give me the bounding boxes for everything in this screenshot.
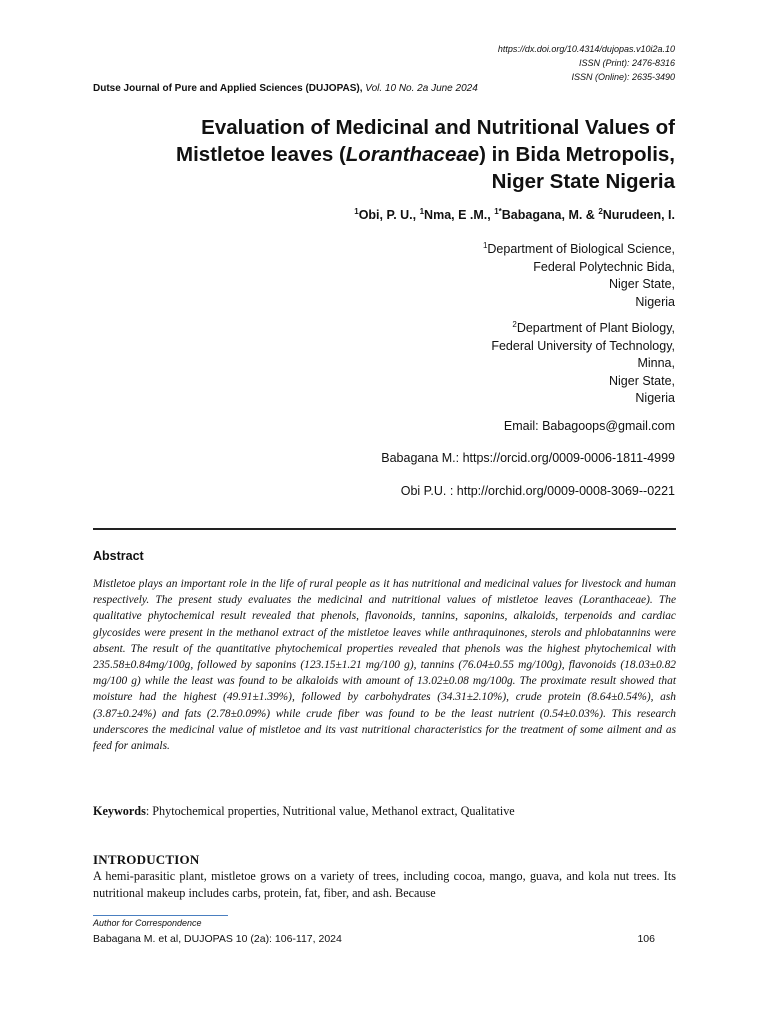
affiliation-1-line-1 <box>483 241 675 259</box>
author-3-sup: 1* <box>494 206 502 216</box>
title-line-3: Niger State Nigeria <box>491 170 675 193</box>
title-line-2-post: ) in Bida Metropolis, <box>479 143 675 166</box>
affiliation-2-line-4: Niger State, <box>608 373 675 388</box>
title-line-2-pre: Mistletoe leaves ( <box>176 143 346 166</box>
author-4: Nurudeen, I. <box>602 208 675 222</box>
affiliation-1-line-2: Federal Polytechnic Bida, <box>533 259 675 274</box>
introduction-text: A hemi-parasitic plant, mistletoe grows on a variety of trees, including cocoa, mango, guava, and kola nut trees. Its nutritional makeup includes carbs, protein, fat, fiber, and ash. Because <box>93 869 676 900</box>
section-divider <box>93 528 676 530</box>
title-line-1: Evaluation of Medicinal and Nutritional Values of <box>201 116 675 139</box>
doi-link[interactable]: https://dx.doi.org/10.4314/dujopas.v10i2a.10 <box>497 44 675 54</box>
journal-citation-line <box>93 83 478 94</box>
author-4-sup: 2 <box>598 206 603 216</box>
issn-online: ISSN (Online): 2635-3490 <box>571 72 675 82</box>
paper-title <box>115 114 675 195</box>
keywords-list: : Phytochemical properties, Nutritional value, Methanol extract, Qualitative <box>145 804 515 818</box>
affiliation-1-sup: 1 <box>482 240 488 250</box>
affiliation-2-sup: 2 <box>512 319 517 329</box>
author-2: Nma, E .M., <box>424 208 495 222</box>
issn-print: ISSN (Print): 2476-8316 <box>578 58 675 68</box>
affiliation-2-line-3: Minna, <box>637 356 675 370</box>
affiliation-1-dept: Department of Biological Science, <box>487 242 675 256</box>
footer-citation: Babagana M. et al, DUJOPAS 10 (2a): 106-117, 2024 <box>93 933 342 945</box>
affiliation-1 <box>483 241 675 311</box>
abstract-text: Mistletoe plays an important role in the life of rural people as it has nutritional and medicinal values for livestock and human respectively. The present study evaluates the medicinal and nutritional values of mistletoe leaves (Loranthaceae). The qualitative phytochemical result revealed that phenols, flavonoids, tannins, saponins, alkaloids, terpenoids and cardiac glycosides were present in the methanol extract of the mistletoe leaves while anthraquinones, sterols and phlobatannins were absent. The result of the quantitative phytochemical properties revealed that phenols was the highest phytochemical with 235.58±0.84mg/100g, followed by saponins (123.15±1.21 mg/100 g), tannins (76.04±0.55 mg/100g), flavonoids (18.03±0.82 mg/100 g) while the least was found to be alkaloids with amount of 13.02±0.08 mg/100g. The proximate result showed that moisture had the highest (49.91±1.39%), followed by carbohydrates (34.31±2.10%), crude protein (8.64±0.54%), ash (3.87±0.24%) and fats (2.78±0.09%) while crude fiber was found to be the least nutrient (0.54±0.03%). This research underscores the medicinal value of mistletoe and its vast nutritional characteristics for the treatment of some ailment and as feed for animals. <box>93 578 676 753</box>
journal-name: Dutse Journal of Pure and Applied Sciences (DUJOPAS), <box>93 83 363 94</box>
author-1-sup: 1 <box>354 206 359 216</box>
page-number: 106 <box>637 933 655 945</box>
affiliation-2-line-1 <box>491 320 675 338</box>
orcid-link-babagana[interactable]: Babagana M.: https://orcid.org/0009-0006-1811-4999 <box>381 451 675 465</box>
journal-volume: Vol. 10 No. 2a June 2024 <box>365 83 478 94</box>
keywords-line <box>93 804 515 819</box>
affiliation-2 <box>491 320 675 408</box>
title-species-name: Loranthaceae <box>345 143 480 166</box>
orcid-link-obi[interactable]: Obi P.U. : http://orchid.org/0009-0008-3069--0221 <box>400 484 675 498</box>
title-line-2 <box>115 141 675 168</box>
footnote-divider <box>93 915 228 916</box>
keywords-label: Keywords <box>93 804 146 818</box>
affiliation-1-line-3: Niger State, <box>608 277 675 291</box>
author-3: Babagana, M. & <box>501 208 599 222</box>
affiliation-2-line-5: Nigeria <box>635 391 675 405</box>
author-2-sup: 1 <box>419 206 425 216</box>
author-1: Obi, P. U., <box>358 208 420 222</box>
correspondence-note: Author for Correspondence <box>93 918 202 928</box>
affiliation-2-dept: Department of Plant Biology, <box>516 321 675 335</box>
affiliation-1-line-4: Nigeria <box>635 294 675 309</box>
affiliation-2-line-2: Federal University of Technology, <box>491 338 675 353</box>
email-address[interactable]: Email: Babagoops@gmail.com <box>503 419 675 433</box>
author-list <box>354 208 675 222</box>
doi-issn-block <box>498 42 675 84</box>
abstract-heading: Abstract <box>93 549 144 563</box>
introduction-heading: INTRODUCTION <box>93 852 200 867</box>
